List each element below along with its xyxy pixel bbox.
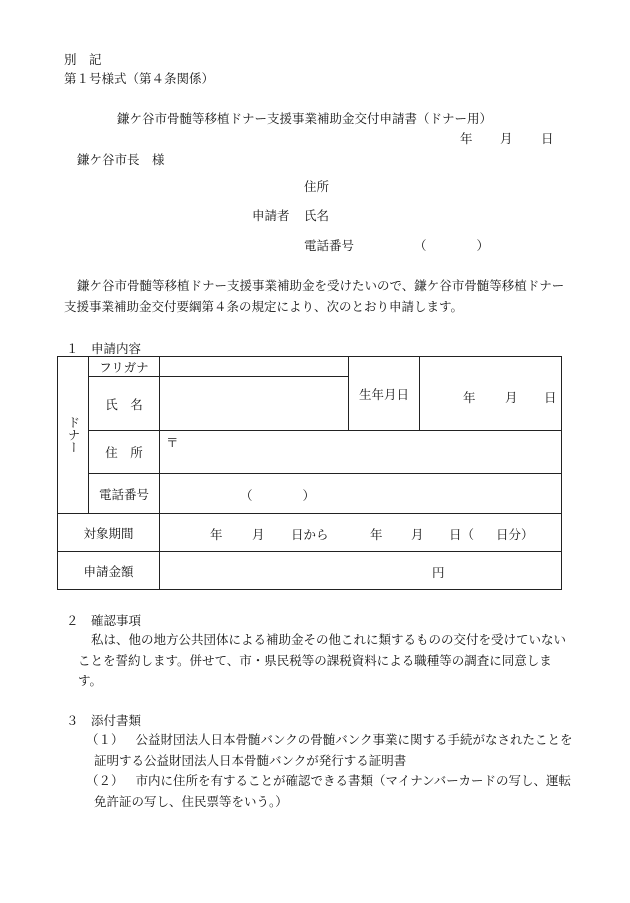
attachment-num-1: （１） xyxy=(86,732,124,747)
applicant-address-label: 住所 xyxy=(304,179,330,194)
section2-text: 私は、他の地方公共団体による補助金その他これに類するものの交付を受けていないことを誓約します。併せて、市・県民税等の課税資料による職種等の調査に同意します。 xyxy=(78,632,567,688)
donor-phone-label: 電話番号 xyxy=(89,474,160,514)
date-month: 月 xyxy=(500,131,513,146)
period-day2: 日（ xyxy=(449,527,475,542)
period-days: 日分） xyxy=(496,527,534,542)
attachment-num-2: （２） xyxy=(86,773,124,788)
attachment-item-2 xyxy=(86,771,574,812)
address-label: 住 所 xyxy=(89,431,160,474)
form-title: 鎌ケ谷市骨髄等移植ドナー支援事業補助金交付申請書（ドナー用） xyxy=(117,111,493,126)
donor-phone-field[interactable] xyxy=(160,474,562,514)
applicant-phone-paren: （ ） xyxy=(414,238,490,253)
postal-mark: 〒 xyxy=(166,435,179,450)
period-label: 対象期間 xyxy=(58,514,160,552)
name-field[interactable] xyxy=(160,377,349,431)
application-table xyxy=(57,356,562,590)
applicant-name-label: 氏名 xyxy=(304,208,330,223)
name-label: 氏 名 xyxy=(89,377,160,431)
date-day: 日 xyxy=(541,131,554,146)
intro-paragraph: 鎌ケ谷市骨髄等移植ドナー支援事業補助金を受けたいので、鎌ケ谷市骨髄等移植ドナー支援事業補助金交付要綱第４条の規定により、次のとおり申請します。 xyxy=(64,278,565,314)
form-header-format: 第１号様式（第４条関係） xyxy=(64,71,215,86)
amount-label: 申請金額 xyxy=(58,552,160,590)
donor-label: ドナー xyxy=(58,357,89,514)
amount-unit: 円 xyxy=(432,565,445,580)
furigana-field[interactable] xyxy=(160,357,349,377)
address-field[interactable] xyxy=(160,431,562,474)
applicant-phone-label: 電話番号 xyxy=(304,238,355,253)
period-year2: 年 xyxy=(370,527,383,542)
form-header-betsuki: 別 記 xyxy=(64,52,102,67)
period-field[interactable] xyxy=(160,514,562,552)
section2-heading: ２ 確認事項 xyxy=(66,613,142,628)
attachment-item-1 xyxy=(86,730,574,771)
birth-day: 日 xyxy=(544,390,557,405)
amount-field[interactable] xyxy=(160,552,562,590)
birth-field[interactable] xyxy=(420,357,562,431)
addressee: 鎌ケ谷市長 様 xyxy=(77,152,165,167)
section3-heading: ３ 添付書類 xyxy=(66,713,142,728)
section1-heading: １ 申請内容 xyxy=(66,341,142,356)
period-month2: 月 xyxy=(411,527,424,542)
period-month1: 月 xyxy=(252,527,265,542)
applicant-role-label: 申請者 xyxy=(252,208,290,223)
birth-label: 生年月日 xyxy=(349,357,420,431)
birth-month: 月 xyxy=(505,390,518,405)
period-day1: 日から xyxy=(291,527,329,542)
date-year: 年 xyxy=(460,131,473,146)
birth-year: 年 xyxy=(463,390,476,405)
attachment-text-1: 公益財団法人日本骨髄バンクの骨髄バンク事業に関する手続がなされたことを証明する公益財団法人日本骨髄バンクが発行する証明書 xyxy=(94,732,573,768)
furigana-label: フリガナ xyxy=(89,357,160,377)
attachment-text-2: 市内に住所を有することが確認できる書類（マイナンバーカードの写し、運転免許証の写し、住民票等をいう。） xyxy=(94,773,572,809)
period-year1: 年 xyxy=(210,527,223,542)
donor-phone-paren: （ ） xyxy=(240,488,316,503)
